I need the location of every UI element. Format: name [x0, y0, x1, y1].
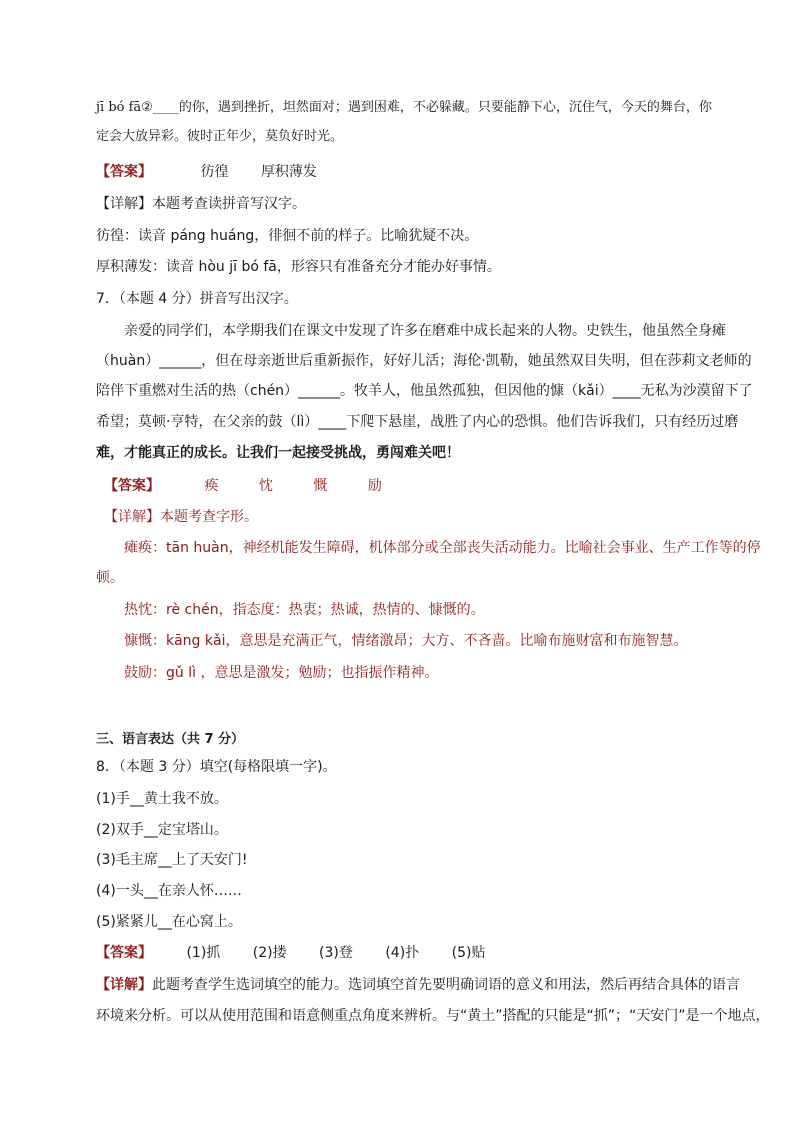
q8-item: (5)紧紧儿__在心窝上。	[96, 914, 242, 930]
answer-item: 励	[367, 478, 382, 494]
answer-item: (4)扑	[385, 945, 420, 961]
answer-label: 【答案】	[96, 164, 152, 180]
detail-row-7	[104, 507, 258, 527]
q7-explanation: 鼓励：gǔ lì ，意思是激发；勉励；也指振作精神。	[124, 665, 439, 681]
section-heading: 三、语言表达（共 7 分）	[96, 732, 245, 747]
answer-item: (5)贴	[451, 945, 486, 961]
passage-line-2: 定会大放异彩。彼时正年少，莫负好时光。	[96, 129, 344, 144]
q7-paragraph-line: 陪伴下重燃对生活的热（chén）______。牧羊人，他虽然孤独，但因他的慷（kǎi）____无私为沙漠留下了	[96, 383, 753, 399]
q8-item: (4)一头__在亲人怀……	[96, 883, 242, 899]
answer-row-6	[96, 162, 317, 182]
q8-item: (1)手__黄土我不放。	[96, 791, 228, 807]
q8-title: 8．（本题 3 分）填空(每格限填一字)。	[96, 759, 337, 775]
answer-item: (2)搂	[252, 945, 287, 961]
q8-item: (2)双手__定宝塔山。	[96, 822, 228, 838]
answer-row-8	[96, 943, 485, 963]
answer-item: (3)登	[319, 945, 353, 961]
q7-explanation: 瘫痪：tān huàn，神经机能发生障碍，机体部分或全部丧失活动能力。比喻社会事业、生产工作等的停	[124, 540, 761, 556]
detail-label: 【详解】	[96, 196, 152, 212]
explanation-2: 厚积薄发：读音 hòu jī bó fā，形容只有准备充分才能办好事情。	[96, 259, 501, 275]
answer-label: 【答案】	[104, 478, 160, 494]
detail-text: 本题考查字形。	[160, 509, 258, 525]
answer-item: 彷徨	[200, 164, 229, 180]
answer-item: 慨	[313, 478, 328, 494]
answer-item: 忱	[258, 478, 273, 494]
q7-paragraph-line: 希望；莫顿·亨特，在父亲的鼓（lì）____下爬下悬崖，战胜了内心的恐惧。他们告诉我们，只有经历过磨	[96, 414, 739, 430]
q8-item: (3)毛主席__上了天安门!	[96, 852, 248, 868]
detail-label: 【详解】	[104, 509, 160, 525]
answer-item: (1)抓	[186, 945, 221, 961]
q7-explanation: 热忱：rè chén，指态度：热衷；热诚，热情的、慷慨的。	[124, 602, 485, 618]
q7-paragraph-line: 难，才能真正的成长。让我们一起接受挑战，勇闯难关吧！	[96, 445, 460, 461]
passage-line-1: jī bó fā②____的你，遇到挫折，坦然面对；遇到困难，不必躲藏。只要能静下心，沉住气，今天的舞台，你	[96, 100, 712, 115]
q7-title: 7．（本题 4 分）拼音写出汉字。	[96, 291, 298, 307]
detail-row-6	[96, 194, 306, 214]
detail-label: 【详解】	[96, 977, 152, 993]
answer-label: 【答案】	[96, 945, 152, 961]
answer-item: 厚积薄发	[260, 164, 317, 180]
q7-explanation: 顿。	[96, 570, 124, 586]
answer-item: 痪	[204, 478, 219, 494]
answer-row-7	[104, 476, 382, 496]
detail-row-8	[96, 975, 740, 995]
detail-text: 本题考查读拼音写汉字。	[152, 196, 306, 212]
q7-paragraph-line: （huàn）______，但在母亲逝世后重新振作，好好儿活；海伦·凯勒，她虽然双目失明，但在莎莉文老师的	[96, 353, 752, 369]
explanation-1: 彷徨：读音 páng huáng，徘徊不前的样子。比喻犹疑不决。	[96, 228, 479, 244]
q7-explanation: 慷慨：kāng kǎi，意思是充满正气，情绪激昂；大方、不吝啬。比喻布施财富和布施智慧。	[124, 633, 688, 649]
detail-text: 此题考查学生选词填空的能力。选词填空首先要明确词语的意义和用法，然后再结合具体的语言	[152, 977, 740, 993]
q7-paragraph-line: 亲爱的同学们，本学期我们在课文中发现了许多在磨难中成长起来的人物。史铁生，他虽然全身瘫	[124, 323, 726, 339]
detail-continuation: 环境来分析。可以从使用范围和语意侧重点角度来辨析。与“黄土”搭配的只能是“抓”；“天安门”是一个地点，	[96, 1008, 770, 1024]
